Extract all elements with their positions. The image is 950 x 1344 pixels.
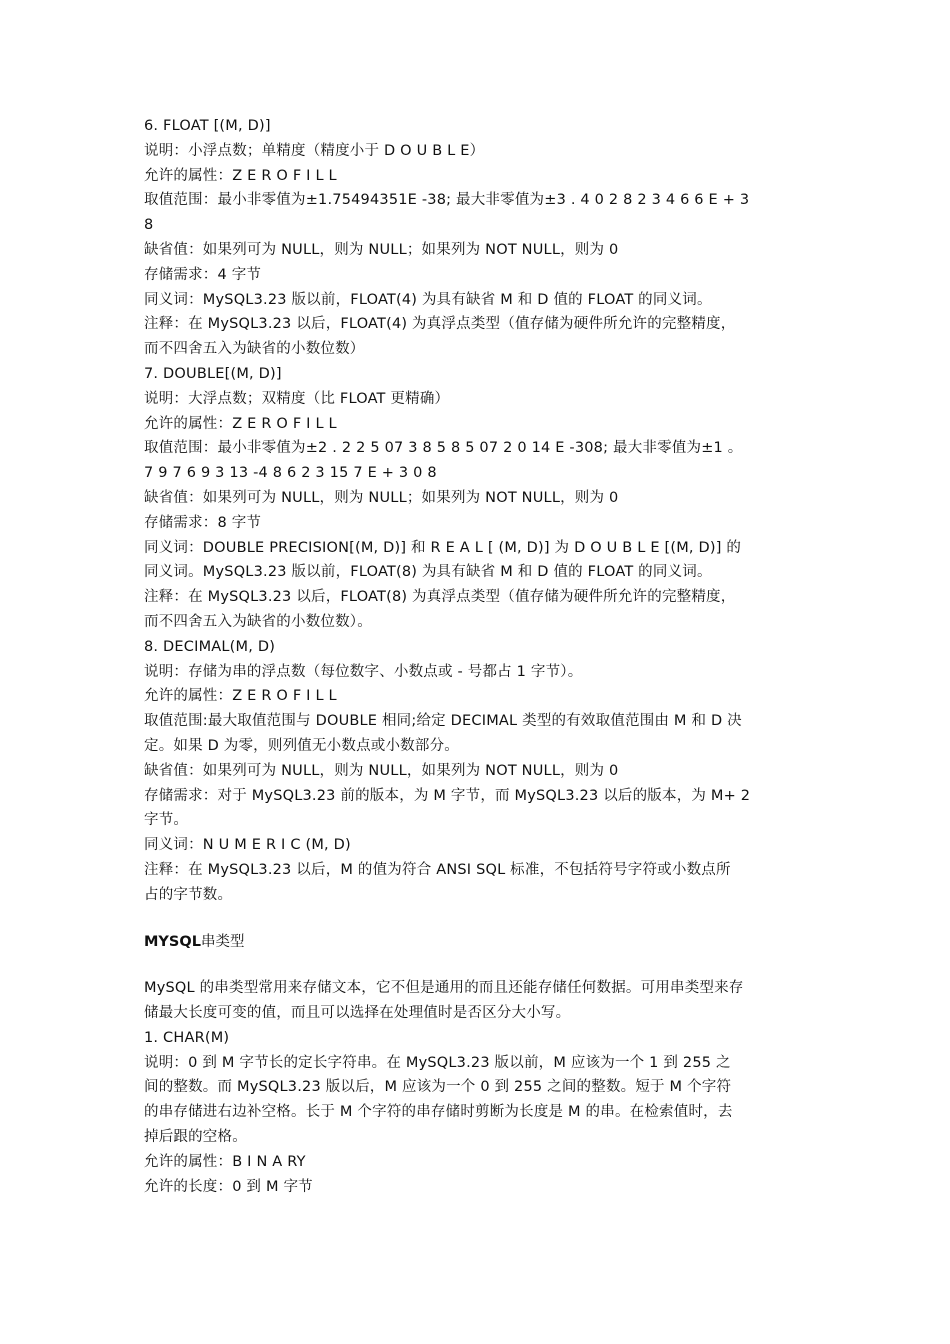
string-types-title-rest: 串类型 — [200, 933, 245, 950]
char-heading: 1. CHAR(M) — [144, 1029, 230, 1046]
double-note-line-1: 注释：在 MySQL3.23 以后，FLOAT(8) 为真浮点类型（值存储为硬件所允许的完整精度， — [144, 589, 736, 606]
char-attributes: 允许的属性：B I N A RY — [144, 1153, 306, 1170]
char-length: 允许的长度：0 到 M 字节 — [144, 1178, 313, 1195]
decimal-synonym: 同义词：N U M E R I C (M, D) — [144, 837, 351, 854]
double-heading: 7. DOUBLE[(M, D)] — [144, 365, 282, 382]
float-synonym: 同义词：MySQL3.23 版以前，FLOAT(4) 为具有缺省 M 和 D 值的 FLOAT 的同义词。 — [144, 291, 712, 308]
double-synonym-line-1: 同义词：DOUBLE PRECISION[(M, D)] 和 R E A L [ (M, D)] 为 D O U B L E [(M, D)] 的 — [144, 539, 742, 556]
string-types-title-bold: MYSQL — [144, 933, 201, 950]
float-range-line-1: 取值范围：最小非零值为±1.75494351E -38; 最大非零值为±3 . 4 0 2 8 2 3 4 6 6 E + 3 — [144, 192, 750, 209]
float-description: 说明：小浮点数；单精度（精度小于 D O U B L E） — [144, 142, 485, 159]
float-default: 缺省值：如果列可为 NULL，则为 NULL；如果列为 NOT NULL，则为 0 — [144, 241, 619, 258]
decimal-heading: 8. DECIMAL(M, D) — [144, 638, 276, 655]
double-note-line-2: 而不四舍五入为缺省的小数位数）。 — [144, 613, 372, 630]
char-description-line-1: 说明：0 到 M 字节长的定长字符串。在 MySQL3.23 版以前，M 应该为一个 1 到 255 之 — [144, 1054, 731, 1071]
double-storage: 存储需求：8 字节 — [144, 514, 262, 531]
decimal-note-line-2: 占的字节数。 — [144, 886, 233, 903]
double-default: 缺省值：如果列可为 NULL，则为 NULL；如果列为 NOT NULL，则为 0 — [144, 489, 619, 506]
document-content — [144, 114, 808, 1199]
float-storage: 存储需求：4 字节 — [144, 266, 262, 283]
decimal-storage-line-1: 存储需求：对于 MySQL3.23 前的版本，为 M 字节，而 MySQL3.23 以后的版本，为 M+ 2 — [144, 787, 751, 804]
string-intro-line-2: 储最大长度可变的值，而且可以选择在处理值时是否区分大小写。 — [144, 1005, 571, 1022]
double-range-line-2: 7 9 7 6 9 3 13 -4 8 6 2 3 15 7 E + 3 0 8 — [144, 465, 437, 482]
section-spacer — [144, 954, 808, 976]
double-attributes: 允许的属性：Z E R O F I L L — [144, 415, 337, 432]
decimal-description: 说明：存储为串的浮点数（每位数字、小数点或 - 号都占 1 字节）。 — [144, 663, 583, 680]
char-description-line-4: 掉后跟的空格。 — [144, 1129, 247, 1146]
float-range-line-2: 8 — [144, 217, 154, 234]
string-intro-line-1: MySQL 的串类型常用来存储文本，它不但是通用的而且还能存储任何数据。可用串类型来存 — [144, 980, 744, 997]
section-spacer — [144, 908, 808, 930]
float-note-line-2: 而不四舍五入为缺省的小数位数） — [144, 341, 365, 358]
char-description-line-2: 间的整数。而 MySQL3.23 版以后，M 应该为一个 0 到 255 之间的整数。短于 M 个字符 — [144, 1079, 732, 1096]
decimal-default: 缺省值：如果列可为 NULL，则为 NULL，如果列为 NOT NULL，则为 0 — [144, 762, 619, 779]
float-heading: 6. FLOAT [(M, D)] — [144, 118, 271, 134]
double-description: 说明：大浮点数；双精度（比 FLOAT 更精确） — [144, 390, 450, 407]
decimal-storage-line-2: 字节。 — [144, 812, 189, 829]
float-attributes: 允许的属性：Z E R O F I L L — [144, 167, 337, 184]
float-note-line-1: 注释：在 MySQL3.23 以后，FLOAT(4) 为真浮点类型（值存储为硬件所允许的完整精度， — [144, 316, 736, 333]
double-synonym-line-2: 同义词。MySQL3.23 版以前，FLOAT(8) 为具有缺省 M 和 D 值的 FLOAT 的同义词。 — [144, 564, 712, 581]
string-types-title — [144, 930, 808, 955]
decimal-range-line-1: 取值范围:最大取值范围与 DOUBLE 相同;给定 DECIMAL 类型的有效取值范围由 M 和 D 决 — [144, 713, 742, 730]
decimal-note-line-1: 注释：在 MySQL3.23 以后，M 的值为符合 ANSI SQL 标准，不包括符号字符或小数点所 — [144, 861, 731, 878]
double-range-line-1: 取值范围：最小非零值为±2 . 2 2 5 07 3 8 5 8 5 07 2 0 14 E -308; 最大非零值为±1 。 — [144, 440, 743, 457]
decimal-attributes: 允许的属性：Z E R O F I L L — [144, 688, 337, 705]
char-description-line-3: 的串存储进右边补空格。长于 M 个字符的串存储时剪断为长度是 M 的串。在检索值时，去 — [144, 1104, 733, 1121]
decimal-range-line-2: 定。如果 D 为零，则列值无小数点或小数部分。 — [144, 737, 459, 754]
